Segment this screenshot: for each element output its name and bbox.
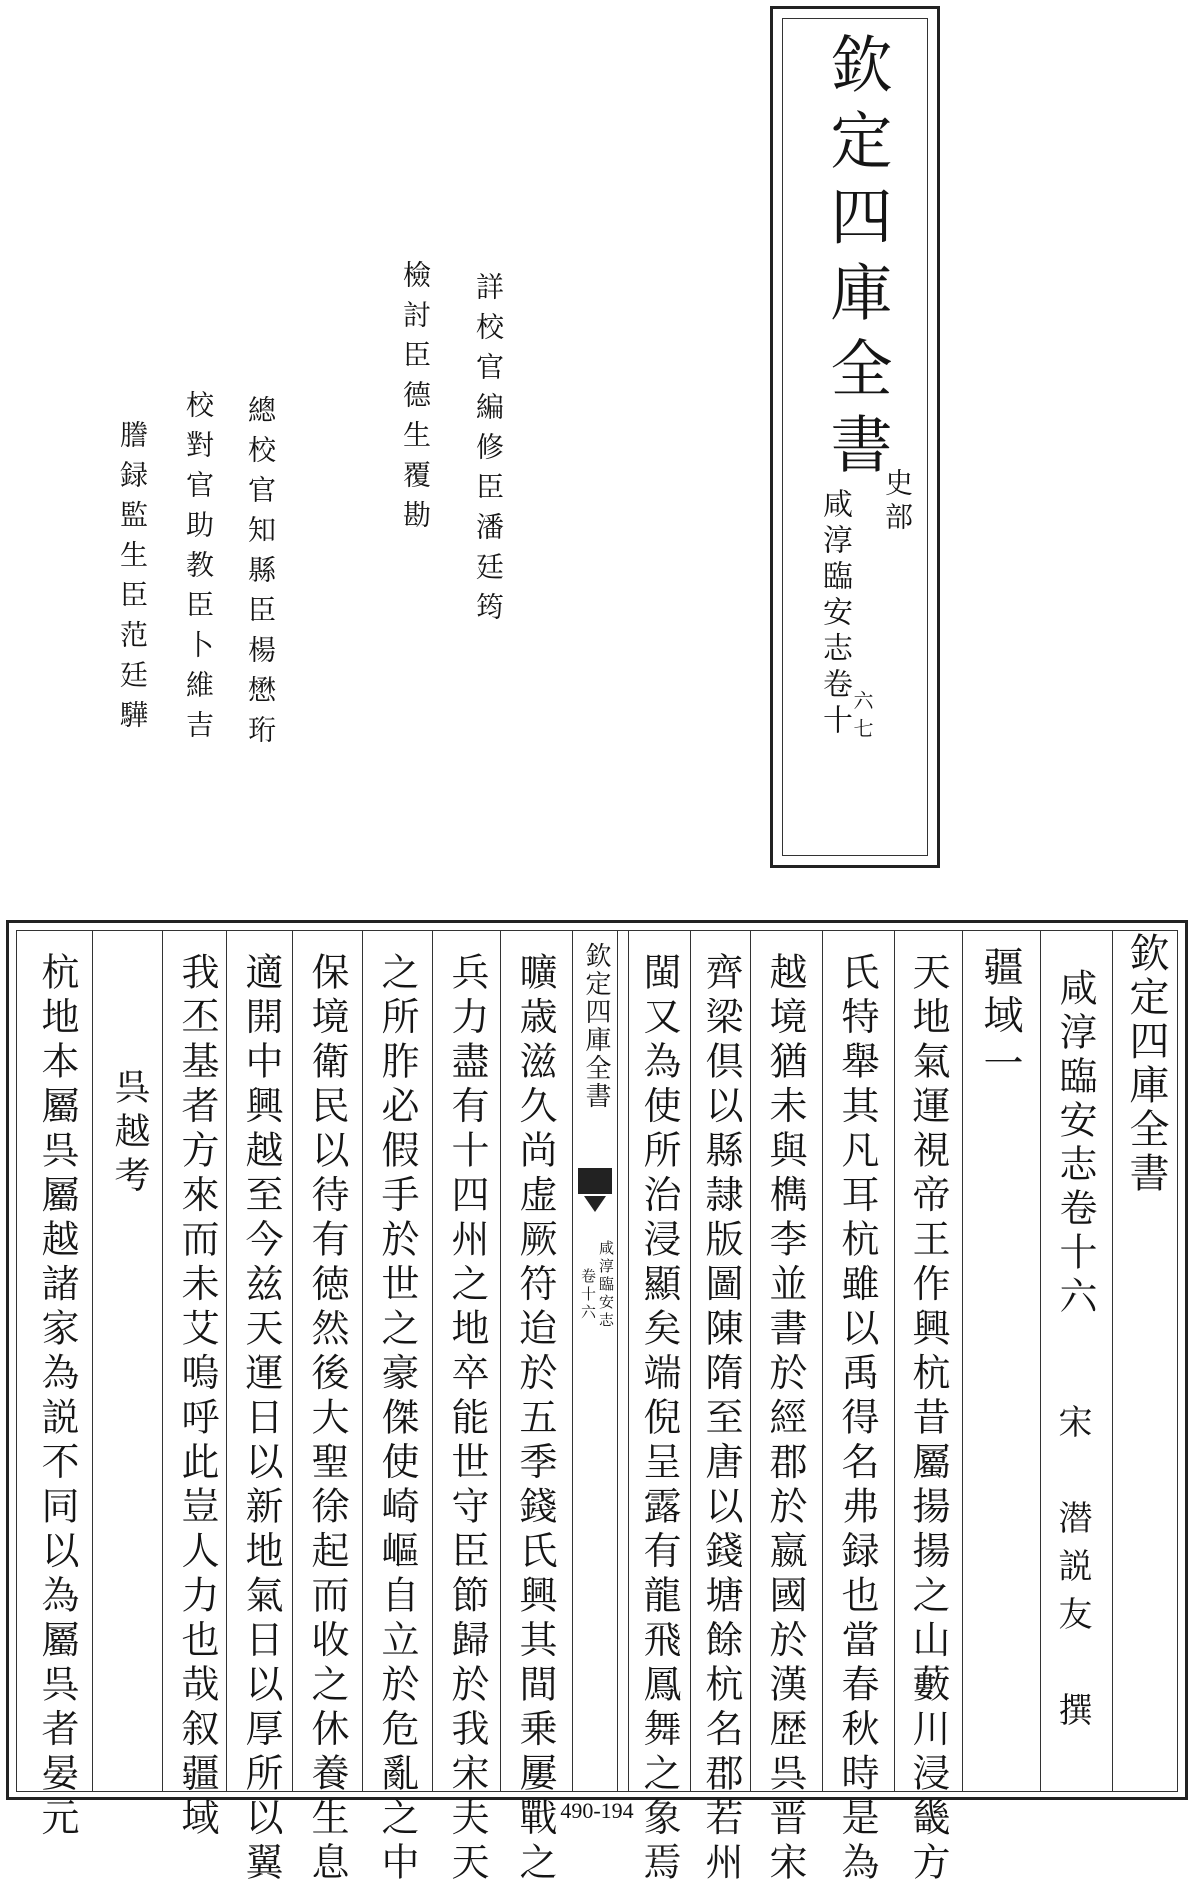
gutter-subtitle: 咸淳臨安志 [597,1240,615,1330]
column-rule [750,931,751,1791]
column-rule [500,931,501,1791]
column-rule [822,931,823,1791]
text-column-1: 天地氣運視帝王作興杭昔屬揚揚之山藪川浸畿方 [906,952,950,1887]
page-collection-title: 欽定四庫全書 [1123,932,1169,1196]
text-column-6: 曠歳滋久尚虚厥符迨於五季錢氏興其間乗屢戰之 [513,952,557,1887]
column-rule [162,931,163,1791]
fishtail-notch [584,1196,606,1212]
text-column-5: 閩又為使所治浸顯矣端倪呈露有龍飛鳳舞之象焉 [637,952,681,1887]
collection-title: 欽定四庫全書 [820,32,893,488]
official-credit-3: 總校官知縣臣楊懋珩 [244,395,277,755]
book-title: 咸淳臨安志卷十六 [1053,968,1097,1320]
text-column-2: 氏特舉其凡耳杭雖以禹得名弗録也當春秋時是為 [835,952,879,1887]
column-rule [292,931,293,1791]
column-rule [432,931,433,1791]
column-rule [92,931,93,1791]
official-credit-1: 詳校官編修臣潘廷筠 [472,272,505,632]
text-column-12: 杭地本屬呉屬越諸家為説不同以為屬呉者晏元 [35,952,79,1842]
subsection-heading: 呉越考 [109,1068,150,1200]
text-column-3: 越境猶未與檇李並書於經郡於嬴國於漢歴呉晋宋 [763,952,807,1887]
column-rule [226,931,227,1791]
text-column-10: 適開中興越至今兹天運日以新地氣日以厚所以翼 [239,952,283,1887]
section-label: 史部 [881,468,914,536]
text-column-8: 之所胙必假手於世之豪傑使崎嶇自立於危亂之中 [375,952,419,1887]
volume-title: 咸淳臨安志卷十 [817,488,852,740]
official-credit-5: 謄録監生臣范廷驊 [116,420,149,740]
author-line: 宋 潜説友 撰 [1052,1404,1092,1740]
gutter-volume: 卷十六 [579,1268,597,1322]
column-rule [962,931,963,1791]
official-credit-2: 檢討臣德生覆勘 [399,260,432,540]
text-column-11: 我丕基者方來而未艾嗚呼此豈人力也哉叙疆域 [175,952,219,1842]
text-column-7: 兵力盡有十四州之地卒能世守臣節歸於我宋夫天 [445,952,489,1887]
column-rule [628,931,629,1791]
official-credit-4: 校對官助教臣卜維吉 [182,390,215,750]
column-rule [690,931,691,1791]
fishtail-mark [578,1168,612,1194]
column-rule [362,931,363,1791]
text-column-4: 齊梁倶以縣隷版圖陳隋至唐以錢塘餘杭名郡若州 [699,952,743,1887]
text-column-9: 保境衛民以待有徳然後大聖徐起而收之休養生息 [305,952,349,1887]
section-heading: 疆域一 [977,946,1023,1090]
column-rule [894,931,895,1791]
column-rule [1040,931,1041,1791]
column-rule [1112,931,1113,1791]
page-number: 490-194 [560,1798,634,1823]
volume-numbers: 六七 [850,690,874,746]
gutter-title: 欽定四庫全書 [581,942,611,1110]
